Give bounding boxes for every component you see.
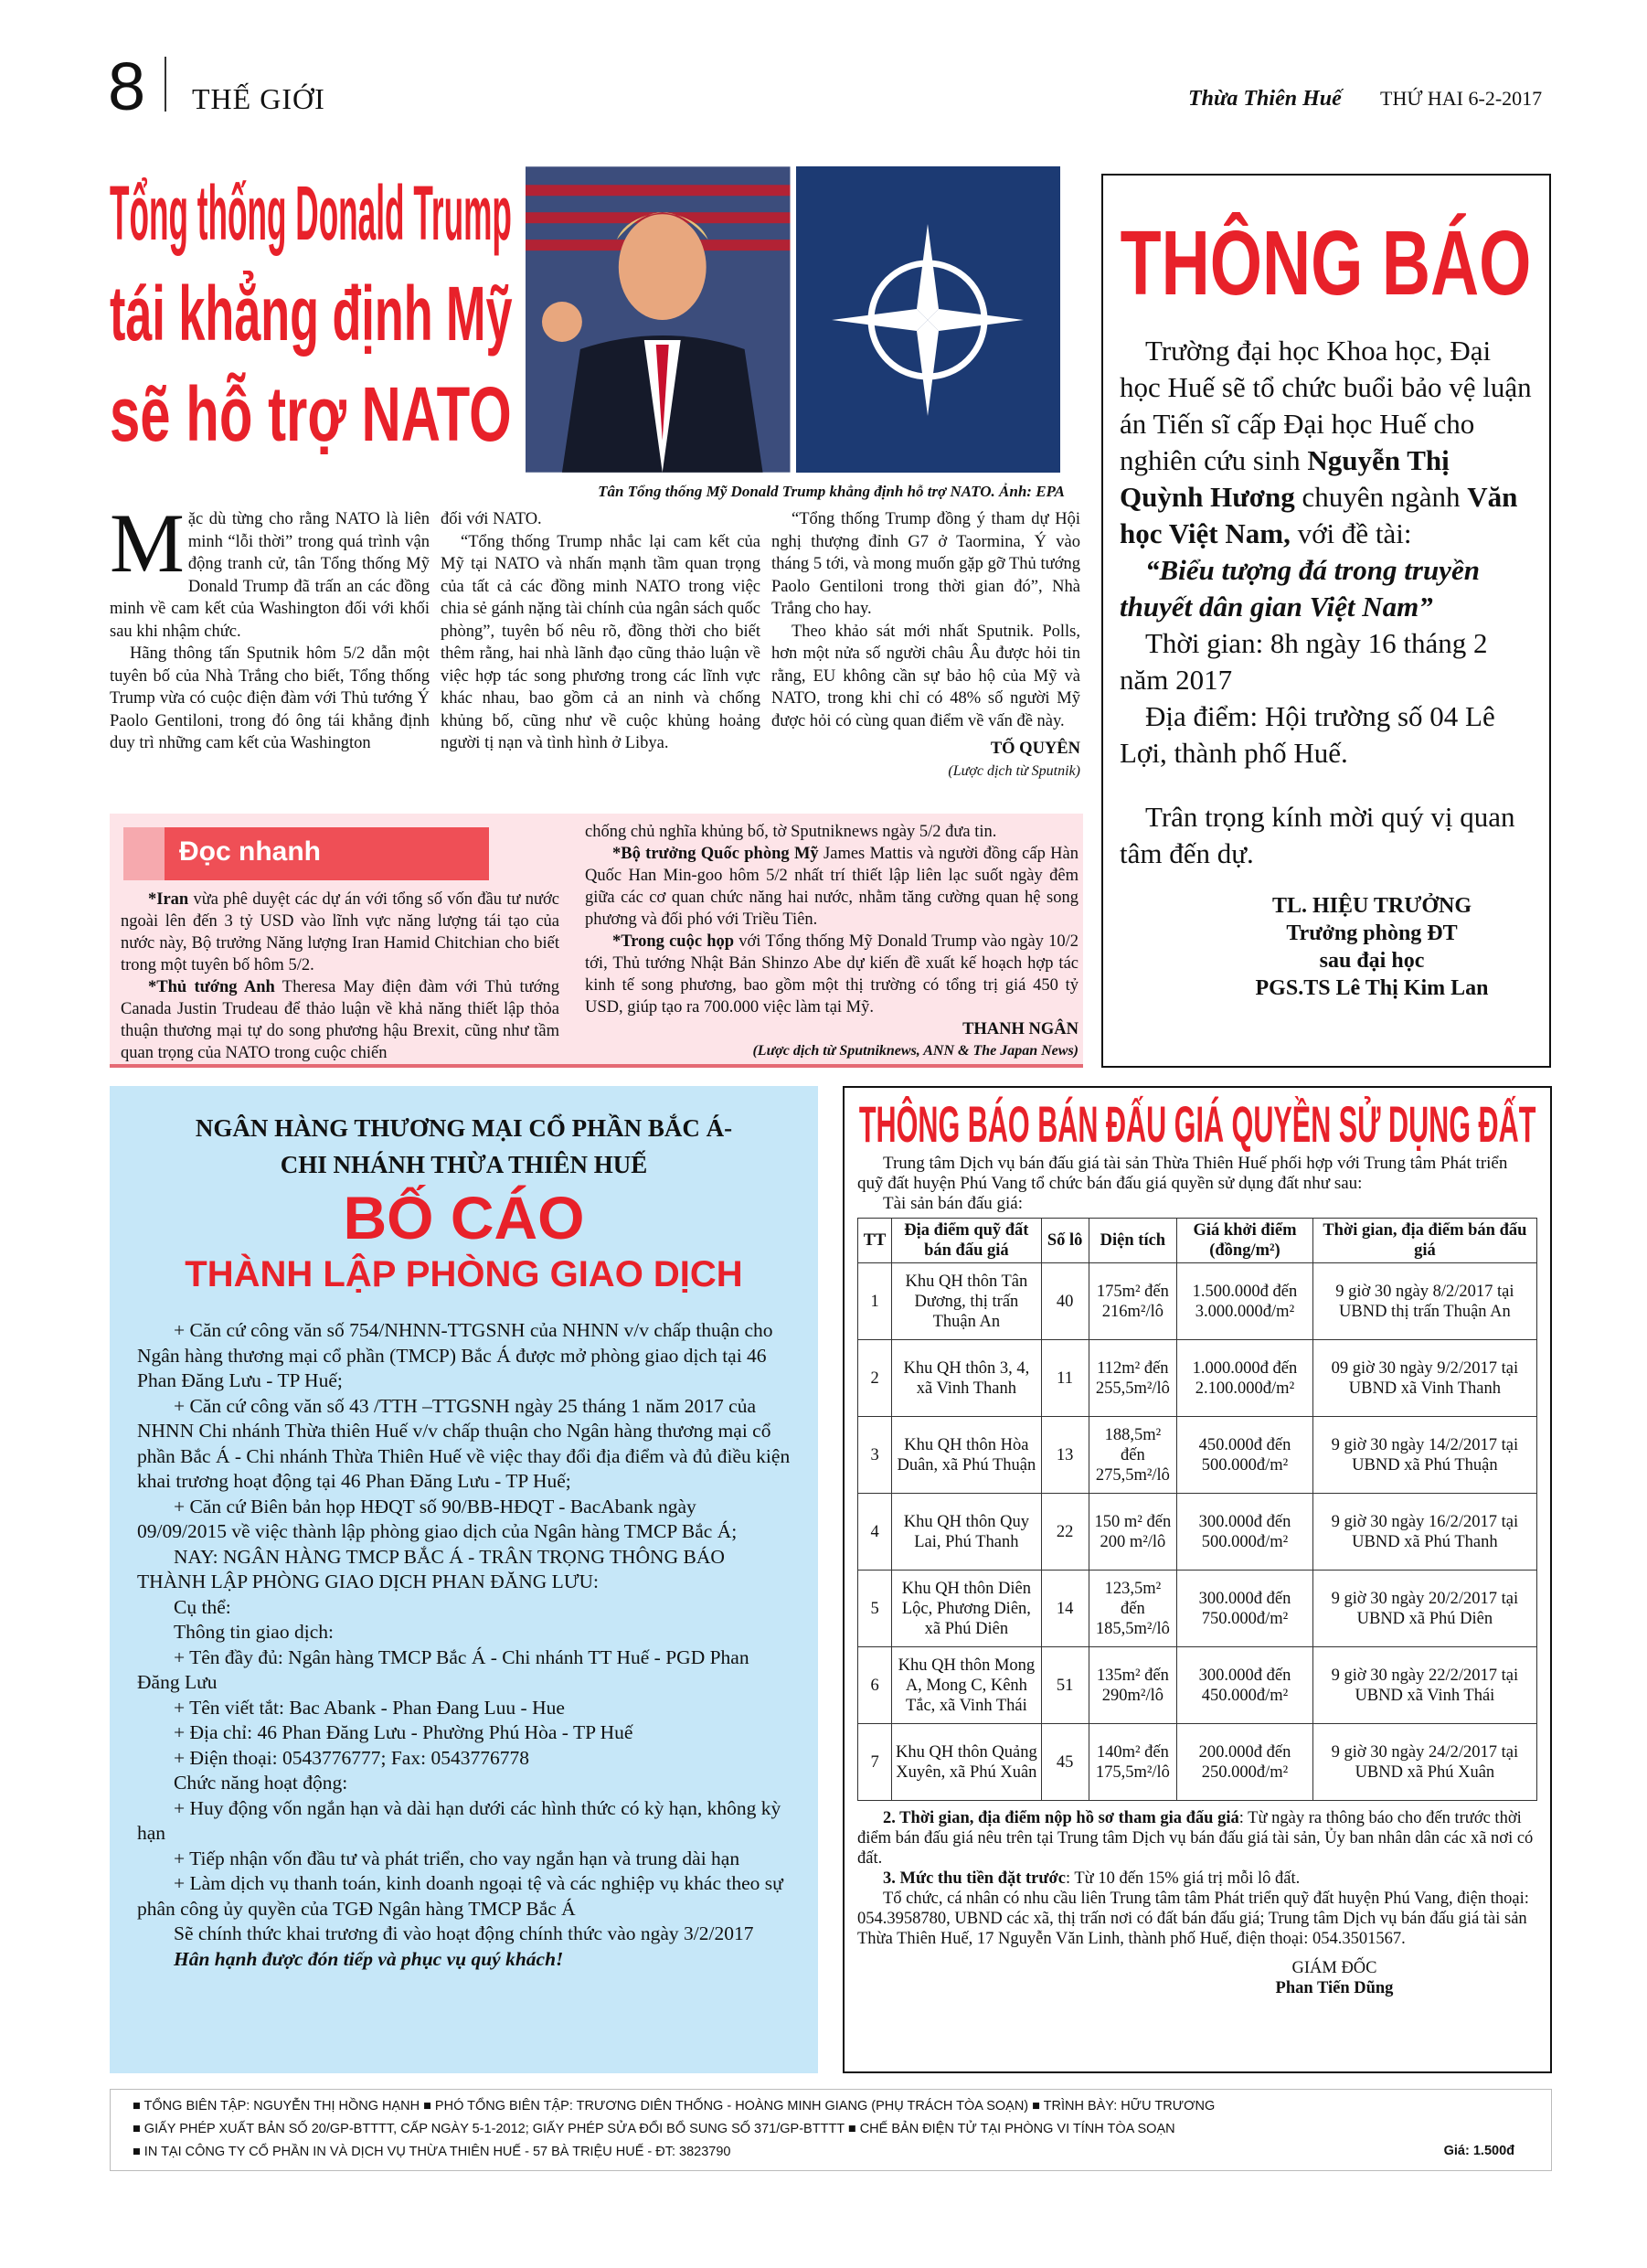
notice-place: Địa điểm: Hội trường số 04 Lê Lợi, thành phố Huế. [1120,700,1495,769]
table-cell: 112m² đến 255,5m²/lô [1089,1340,1177,1417]
article-column-2 [441,508,760,755]
quick-item [121,889,559,976]
bank-paragraph: + Căn cứ công văn số 43 /TTH –TTGSNH ngày 25 tháng 1 năm 2017 của NHNN Chi nhánh Thừa thiên Huế v/v chấp thuận cho Ngân hàng thương mại cổ phần Bắc Á - Chi nhánh Thừa Thiên Huế về việc thay đổi địa điểm và đủ điều kiện khai trương hoạt động tại 46 Phan Đăng Lưu - TP Huế; [137,1394,791,1492]
quick-news-column-2 [585,821,1079,1062]
bank-paragraph: + Điện thoại: 0543776777; Fax: 0543776778 [174,1746,529,1769]
divider [165,57,166,112]
auction-assets-label: Tài sản bán đấu giá: [883,1194,1024,1213]
paragraph: đối với NATO. [441,510,542,528]
table-cell: 9 giờ 30 ngày 24/2/2017 tại UBND xã Phú Xuân [1312,1724,1536,1801]
bank-subtitle-row [128,1252,800,1296]
sign-line: TL. HIỆU TRƯỞNG [1271,894,1472,918]
table-cell: 175m² đến 216m²/lô [1089,1263,1177,1340]
table-cell: 1 [858,1263,892,1340]
footer-printer: ■ IN TẠI CÔNG TY CỔ PHẦN IN VÀ DỊCH VỤ THỪA THIÊN HUẾ - 57 BÀ TRIỆU HUẾ - ĐT: 3823790 [133,2141,1551,2164]
thesis-topic: “Biểu tượng đá trong truyền thuyết dân gian Việt Nam” [1120,554,1480,623]
bank-paragraph: + Căn cứ công văn số 754/NHNN-TTGSNH của NHNN v/v chấp thuận cho Ngân hàng thương mại cổ phần (TMCP) Bắc Á được mở phòng giao dịch tại 46 Phan Đăng Lưu - TP Huế; [137,1319,773,1391]
thesis-defense-notice [1101,174,1551,1068]
note-lead: 3. Mức thu tiền đặt trước [883,1869,1066,1888]
notice-body [1120,333,1533,872]
table-cell: 9 giờ 30 ngày 8/2/2017 tại UBND thị trấn Thuận An [1312,1263,1536,1340]
table-cell: 14 [1041,1571,1089,1647]
table-cell: Khu QH thôn Quy Lai, Phú Thanh [892,1494,1041,1571]
table-cell: 300.000đ đến 450.000đ/m² [1177,1647,1313,1724]
quick-item [585,843,1079,931]
table-cell: 140m² đến 175,5m²/lô [1089,1724,1177,1801]
article-photo [526,166,1060,473]
article-headline [110,163,512,464]
quick-item-lead: *Trong cuộc họp [612,932,735,951]
note-lead: 2. Thời gian, địa điểm nộp hồ sơ tham gia đấu giá [883,1809,1239,1827]
table-cell: 150 m² đến 200 m²/lô [1089,1494,1177,1571]
table-cell: 188,5m² đến 275,5m²/lô [1089,1417,1177,1494]
column-header: Địa điểm quỹ đất bán đấu giá [892,1219,1041,1263]
table-cell: 51 [1041,1647,1089,1724]
table-cell: Khu QH thôn Mong A, Mong C, Kênh Tắc, xã Vinh Thái [892,1647,1041,1724]
table-cell: 5 [858,1571,892,1647]
table-cell: 135m² đến 290m²/lô [1089,1647,1177,1724]
drop-cap: M [110,496,185,590]
auction-title: THÔNG BÁO BÁN ĐẤU GIÁ QUYỀN SỬ DỤNG ĐẤT [858,1095,1536,1153]
section-title: THẾ GIỚI [192,82,325,115]
quick-item-text: James Mattis và người đồng cấp Hàn Quốc Han Min-goo hôm 5/2 nhất trí thiết lập liên lạc suốt ngày đêm giữa các cơ quan chức năng hai nước, nhằm tăng cường quan hệ song phương và đối phó với Triều Tiên. [585,845,1079,929]
table-cell: 11 [1041,1340,1089,1417]
table-cell: Khu QH thôn Tân Dương, thị trấn Thuận An [892,1263,1041,1340]
major: Văn học Việt Nam, [1120,481,1518,549]
text: chuyên ngành [1294,481,1468,513]
paragraph: ặc dù từng cho rằng NATO là liên minh “lỗi thời” trong quá trình vận động tranh cử, tân Tổng thống Mỹ Donald Trump đã trấn an các đồng minh về cam kết của Washington đối với khối sau khi nhậm chức. [110,510,430,641]
table-cell: 123,5m² đến 185,5m²/lô [1089,1571,1177,1647]
bank-name: NGÂN HÀNG THƯƠNG MẠI CỔ PHẦN BẮC Á- [195,1114,733,1142]
notice-time: Thời gian: 8h ngày 16 tháng 2 năm 2017 [1120,627,1488,696]
bank-paragraph: Sẽ chính thức khai trương đi vào hoạt động chính thức vào ngày 3/2/2017 [174,1922,754,1944]
quick-item-lead: *Bộ trưởng Quốc phòng Mỹ [612,845,819,863]
table-row [858,1494,1537,1571]
bank-body [128,1318,800,1972]
column-header: TT [858,1219,892,1263]
table-row [858,1647,1537,1724]
table-cell: 13 [1041,1417,1089,1494]
sign-line: PGS.TS Lê Thị Kim Lan [1255,976,1489,1000]
bank-subtitle: THÀNH LẬP PHÒNG GIAO DỊCH [185,1254,743,1294]
notice-invite: Trân trọng kính mời quý vị quan tâm đến dự. [1120,801,1515,869]
table-cell: 200.000đ đến 250.000đ/m² [1177,1724,1313,1801]
bank-paragraph: + Làm dịch vụ thanh toán, kinh doanh ngoại tệ và các nghiệp vụ khác theo sự phân công ủy quyền của TGĐ Ngân hàng TMCP Bắc Á [137,1872,783,1920]
signer-name: Phan Tiến Dũng [1275,1979,1394,1997]
table-cell: 7 [858,1724,892,1801]
paragraph: Theo khảo sát mới nhất Sputnik. Polls, hơn một nửa số người châu Âu được hỏi tin rằng, EU không cần sự bảo hộ của Mỹ và NATO, trong khi chỉ có 48% số người Mỹ được hỏi có cùng quan điểm về vấn đề này. [771,622,1080,730]
sign-line: sau đại học [1319,949,1425,973]
quick-item [121,976,559,1064]
notice-signature [1120,892,1533,1002]
bank-paragraph: + Tiếp nhận vốn đầu tư và phát triển, cho vay ngắn hạn và trung dài hạn [174,1847,740,1869]
article-author: TỐ QUYÊN [990,740,1080,758]
table-row [858,1571,1537,1647]
table-cell: 9 giờ 30 ngày 20/2/2017 tại UBND xã Phú Diên [1312,1571,1536,1647]
bank-paragraph: + Căn cứ Biên bản họp HĐQT số 90/BB-HĐQT - BacAbank ngày 09/09/2015 về việc thành lập phòng giao dịch của Ngân hàng TMCP Bắc Á; [137,1495,738,1542]
quick-item-text: chống chủ nghĩa khủng bố, tờ Sputniknews ngày 5/2 đưa tin. [585,823,997,841]
auction-notes [857,1808,1537,1998]
headline-row [110,364,512,464]
article-column-1 [110,496,430,755]
table-row [858,1724,1537,1801]
quick-item-lead: *Thủ tướng Anh [148,978,275,996]
table-cell: 40 [1041,1263,1089,1340]
paragraph: Hãng thông tấn Sputnik hôm 5/2 dẫn một tuyên bố của Nhà Trắng cho biết, Tổng thống Trump vừa có cuộc điện đàm với Thủ tướng Ý Paolo Gentiloni, trong đó ông tái khẳng định duy trì những cam kết của Washington [110,644,430,752]
nato-flag [796,166,1061,473]
masthead-footer [110,2089,1552,2171]
table-cell: Khu QH thôn Quảng Xuyên, xã Phú Xuân [892,1724,1041,1801]
table-cell: 9 giờ 30 ngày 22/2/2017 tại UBND xã Vinh Thái [1312,1647,1536,1724]
quick-news-column-1 [121,889,559,1064]
trump-photo [526,166,791,473]
auction-contact: Tổ chức, cá nhân có nhu cầu liên Trung tâm tâm Phát triển quỹ đất huyện Phú Vang, điện thoại: 054.3958780, UBND các xã, thị trấn nơi có đất bán đấu giá; Trung tâm Dịch vụ bán đấu giá tài sản Thừa Thiên Huế, 17 Nguyễn Văn Linh, thành phố Huế, điện thoại: 054.3501567. [857,1890,1529,1948]
table-cell: 09 giờ 30 ngày 9/2/2017 tại UBND xã Vinh Thanh [1312,1340,1536,1417]
text: Trường đại học Khoa học, Đại học Huế sẽ tổ chức buổi bảo vệ luận án Tiến sĩ cấp Đại học Huế cho nghiên cứu sinh [1120,335,1532,476]
table-cell: 3 [858,1417,892,1494]
note-text: : Từ ngày ra thông báo cho đến trước thời điểm bán đấu giá nêu trên tại Trung tâm Dịch vụ bán đấu giá tài sản, Ủy ban nhân dân các xã nơi có đất. [857,1809,1534,1868]
quick-item-text: Theresa May điện đàm với Thủ tướng Canada Justin Trudeau để thảo luận về khả năng thiết lập thỏa thuận thương mại tự do song phương hậu Brexit, cũng như tầm quan trọng của NATO trong cuộc chiến [121,978,559,1062]
headline-line: Tổng thống Donald Trump [110,170,512,256]
bank-announcement [110,1086,818,2073]
auction-title-row [857,1095,1537,1154]
table-cell: 450.000đ đến 500.000đ/m² [1177,1417,1313,1494]
bank-paragraph: Thông tin giao dịch: [174,1621,334,1643]
text: với đề tài: [1290,517,1412,549]
bank-paragraph: + Huy động vốn ngắn hạn và dài hạn dưới các hình thức có kỳ hạn, không kỳ hạn [137,1796,781,1844]
headline-line: tái khẳng định Mỹ [110,271,513,357]
notice-paragraph [1120,333,1533,552]
bank-paragraph: Chức năng hoạt động: [174,1772,348,1794]
auction-intro: Trung tâm Dịch vụ bán đấu giá tài sản Thừa Thiên Huế phối hợp với Trung tâm Phát triển quỹ đất huyện Phú Vang tổ chức bán đấu giá quyền sử dụng đất như sau: [857,1154,1508,1193]
sign-line: Trưởng phòng ĐT [1286,921,1458,945]
auction-table [857,1218,1537,1801]
table-row [858,1417,1537,1494]
table-cell: Khu QH thôn Diên Lộc, Phương Diên, xã Phú Diên [892,1571,1041,1647]
bank-title-row [128,1183,800,1252]
column-header: Số lô [1041,1219,1089,1263]
note-text: : Từ 10 đến 15% giá trị mỗi lô đất. [1065,1869,1301,1888]
table-cell: 2 [858,1340,892,1417]
bank-paragraph: + Tên đầy đủ: Ngân hàng TMCP Bắc Á - Chi nhánh TT Huế - PGD Phan Đăng Lưu [137,1645,749,1693]
article-source: (Lược dịch từ Sputnik) [948,762,1080,779]
bank-paragraph: Cụ thể: [174,1595,231,1618]
quick-author: THANH NGÂN [962,1020,1079,1038]
table-row [858,1263,1537,1340]
price: Giá: 1.500đ [1443,2144,1514,2158]
column-header: Diện tích [1089,1219,1177,1263]
quick-item [585,931,1079,1018]
table-cell: Khu QH thôn 3, 4, xã Vinh Thanh [892,1340,1041,1417]
paragraph: “Tổng thống Trump đồng ý tham dự Hội nghị thượng đỉnh G7 ở Taormina, Ý vào tháng 5 tới, và mong muốn gặp gỡ Thủ tướng Paolo Gentiloni trong thời gian đó”, Nhà Trắng cho hay. [771,510,1080,618]
quick-item-text: với Tổng thống Mỹ Donald Trump vào ngày 10/2 tới, Thủ tướng Nhật Bản Shinzo Abe dự kiến đề xuất kế hoạch hợp tác kinh tế song phương, bao gồm một thị trường có tổng trị giá 450 tỷ USD, giúp tạo ra 700.000 việc làm tại Mỹ. [585,932,1079,1017]
newspaper-name: Thừa Thiên Huế [1188,87,1342,111]
footer-editors: ■ TỔNG BIÊN TẬP: NGUYỄN THỊ HỒNG HẠNH ■ PHÓ TỔNG BIÊN TẬP: TRƯƠNG DIÊN THỐNG - HOÀNG MINH GIANG (PHỤ TRÁCH TÒA SOẠN) ■ TRÌNH BÀY: HỮU TRƯƠNG [133,2095,1551,2118]
candidate-name: Nguyễn Thị Quỳnh Hương [1120,444,1450,513]
headline-line: sẽ hỗ trợ NATO [110,371,512,457]
page-number: 8 [108,48,146,124]
table-cell: 300.000đ đến 500.000đ/m² [1177,1494,1313,1571]
table-cell: 4 [858,1494,892,1571]
land-auction-notice [843,1086,1552,2073]
table-cell: 45 [1041,1724,1089,1801]
quick-item-text: vừa phê duyệt các dự án với tổng số vốn đầu tư nước ngoài lên đến 3 tỷ USD vào lĩnh vực năng lượng tái tạo của nước này, Bộ trưởng Năng lượng Iran Hamid Chitchian cho biết trong một tuyên bố hôm 5/2. [121,890,559,974]
table-row [858,1340,1537,1417]
quick-item-lead: *Iran [148,890,189,909]
table-cell: 9 giờ 30 ngày 14/2/2017 tại UBND xã Phú Thuận [1312,1417,1536,1494]
bank-paragraph: + Tên viết tắt: Bac Abank - Phan Đang Luu - Hue [174,1696,565,1719]
bank-closing: Hân hạnh được đón tiếp và phục vụ quý khách! [174,1947,564,1970]
table-cell: Khu QH thôn Hòa Duân, xã Phú Thuận [892,1417,1041,1494]
article-column-3 [771,508,1080,783]
signer-title: GIÁM ĐỐC [1291,1959,1377,1977]
issue-date: THỨ HAI 6-2-2017 [1380,87,1543,110]
table-cell: 300.000đ đến 750.000đ/m² [1177,1571,1313,1647]
bank-title: BỐ CÁO [343,1184,585,1251]
bank-paragraph: + Địa chỉ: 46 Phan Đăng Lưu - Phường Phú Hòa - TP Huế [174,1721,633,1743]
footer-license: ■ GIẤY PHÉP XUẤT BẢN SỐ 20/GP-BTTTT, CẤP NGÀY 5-1-2012; GIẤY PHÉP SỬA ĐỔI BỔ SUNG SỐ 371/GP-BTTTT ■ CHẾ BẢN ĐIỆN TỬ TẠI PHÒNG VI TÍNH TÒA SOẠN [133,2118,1551,2141]
bank-paragraph: NAY: NGÂN HÀNG TMCP BẮC Á - TRÂN TRỌNG THÔNG BÁO THÀNH LẬP PHÒNG GIAO DỊCH PHAN ĐĂNG LƯU: [137,1545,725,1592]
table-cell: 6 [858,1647,892,1724]
quick-news-tag: Đọc nhanh [123,827,489,880]
paragraph: “Tổng thống Trump nhắc lại cam kết của Mỹ tại NATO và nhấn mạnh tầm quan trọng của tất cả các đồng minh NATO trong việc chia sẻ gánh nặng tài chính của ngân sách quốc phòng”, tuyên bố nêu rõ, đồng thời cho biết thêm rằng, hai nhà lãnh đạo cũng thảo luận về việc hợp tác song phương trong các lĩnh vực khác nhau, bao gồm cả an ninh và chống khủng bố, cũng như về cuộc khủng hoảng người tị nạn và tình hình ở Libya. [441,532,760,752]
column-header: Giá khởi điểm (đồng/m²) [1177,1219,1313,1263]
nato-compass-icon [827,219,1028,421]
quick-source: (Lược dịch từ Sputniknews, ANN & The Japan News) [752,1043,1079,1059]
headline-row [110,163,512,263]
quick-item [585,821,1079,843]
notice-title: THÔNG BÁO [1121,212,1532,314]
bank-branch: CHI NHÁNH THỪA THIÊN HUẾ [280,1151,648,1178]
column-header: Thời gian, địa điểm bán đấu giá [1312,1219,1536,1263]
table-cell: 22 [1041,1494,1089,1571]
table-cell: 1.500.000đ đến 3.000.000đ/m² [1177,1263,1313,1340]
table-cell: 1.000.000đ đến 2.100.000đ/m² [1177,1340,1313,1417]
photo-caption: Tân Tổng thống Mỹ Donald Trump khẳng định hỗ trợ NATO. Ảnh: EPA [598,483,1065,500]
table-cell: 9 giờ 30 ngày 16/2/2017 tại UBND xã Phú Thanh [1312,1494,1536,1571]
headline-row [110,263,512,364]
notice-title-row [1120,212,1533,314]
